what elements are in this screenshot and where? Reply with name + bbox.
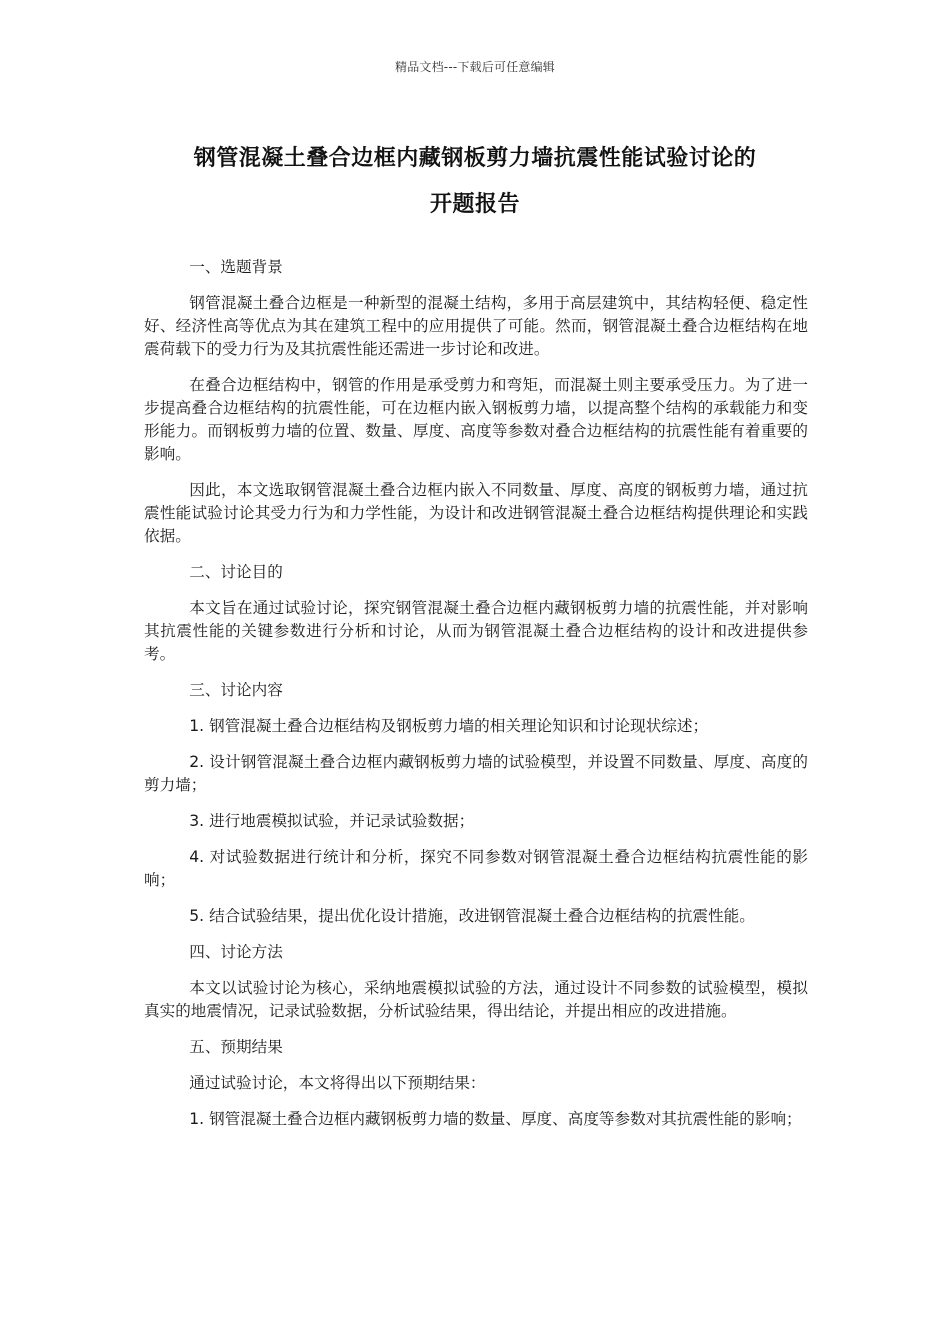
paragraph: 在叠合边框结构中，钢管的作用是承受剪力和弯矩，而混凝土则主要承受压力。为了进一步提高叠合边框结构的抗震性能，可在边框内嵌入钢板剪力墙，以提高整个结构的承载能力和变形能力。而钢板剪力墙的位置、数量、厚度、高度等参数对叠合边框结构的抗震性能有着重要的影响。 <box>144 376 808 463</box>
section-heading-method: 四、讨论方法 <box>189 943 283 961</box>
list-item: 1. 钢管混凝土叠合边框内藏钢板剪力墙的数量、厚度、高度等参数对其抗震性能的影响； <box>189 1110 802 1128</box>
document-body <box>144 256 808 1144</box>
paragraph: 本文旨在通过试验讨论，探究钢管混凝土叠合边框内藏钢板剪力墙的抗震性能，并对影响其抗震性能的关键参数进行分析和讨论，从而为钢管混凝土叠合边框结构的设计和改进提供参考。 <box>144 599 808 663</box>
list-item: 4. 对试验数据进行统计和分析，探究不同参数对钢管混凝土叠合边框结构抗震性能的影响； <box>144 848 808 889</box>
section-heading-purpose: 二、讨论目的 <box>189 563 283 581</box>
paragraph: 本文以试验讨论为核心，采纳地震模拟试验的方法，通过设计不同参数的试验模型，模拟真实的地震情况，记录试验数据，分析试验结果，得出结论，并提出相应的改进措施。 <box>144 979 808 1020</box>
list-item: 1. 钢管混凝土叠合边框结构及钢板剪力墙的相关理论知识和讨论现状综述； <box>189 717 709 735</box>
title-line-2: 开题报告 <box>429 192 520 217</box>
list-item: 5. 结合试验结果，提出优化设计措施，改进钢管混凝土叠合边框结构的抗震性能。 <box>189 907 755 925</box>
section-heading-expected: 五、预期结果 <box>189 1038 283 1056</box>
list-item: 2. 设计钢管混凝土叠合边框内藏钢板剪力墙的试验模型，并设置不同数量、厚度、高度的剪力墙； <box>144 753 808 794</box>
section-heading-content: 三、讨论内容 <box>189 681 283 699</box>
page-title <box>120 136 830 228</box>
list-item: 3. 进行地震模拟试验，并记录试验数据； <box>189 812 475 830</box>
section-heading-background: 一、选题背景 <box>189 258 283 276</box>
title-line-1: 钢管混凝土叠合边框内藏钢板剪力墙抗震性能试验讨论的 <box>193 146 757 171</box>
header-note: 精品文档---下载后可任意编辑 <box>395 60 555 74</box>
paragraph: 通过试验讨论，本文将得出以下预期结果： <box>189 1074 486 1092</box>
paragraph: 因此，本文选取钢管混凝土叠合边框内嵌入不同数量、厚度、高度的钢板剪力墙，通过抗震性能试验讨论其受力行为和力学性能，为设计和改进钢管混凝土叠合边框结构提供理论和实践依据。 <box>144 481 808 545</box>
paragraph: 钢管混凝土叠合边框是一种新型的混凝土结构，多用于高层建筑中，其结构轻便、稳定性好、经济性高等优点为其在建筑工程中的应用提供了可能。然而，钢管混凝土叠合边框结构在地震荷载下的受力行为及其抗震性能还需进一步讨论和改进。 <box>144 294 808 358</box>
